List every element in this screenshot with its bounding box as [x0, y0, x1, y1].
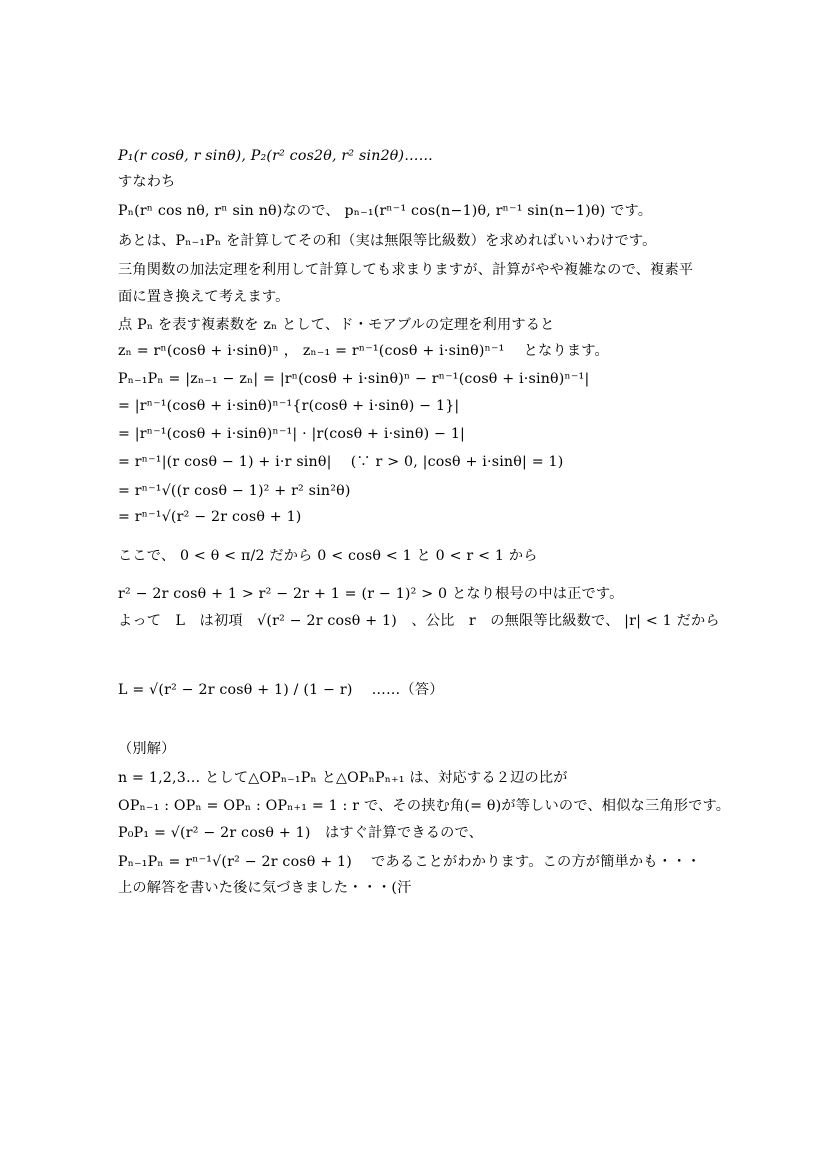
text-line-15: ここで、 0 < θ < π/2 だから 0 < cosθ < 1 と 0 < r < 1 から [118, 548, 538, 564]
text-line-11: = |rⁿ⁻¹(cosθ + i·sinθ)ⁿ⁻¹| · |r(cosθ + i·sinθ) − 1| [118, 426, 466, 442]
text-line-22: P₀P₁ = √(r² − 2r cosθ + 1) はすぐ計算できるので、 [118, 825, 483, 841]
text-line-13: = rⁿ⁻¹√((r cosθ − 1)² + r² sin²θ) [118, 483, 351, 499]
text-line-24: 上の解答を書いた後に気づきました・・・(汗 [118, 880, 412, 896]
text-line-1: P₁(r cosθ, r sinθ), P₂(r² cos2θ, r² sin2θ)…… [118, 148, 434, 164]
text-line-9: Pₙ₋₁Pₙ = |zₙ₋₁ − zₙ| = |rⁿ(cosθ + i·sinθ)ⁿ − rⁿ⁻¹(cosθ + i·sinθ)ⁿ⁻¹| [118, 371, 590, 387]
text-line-2: すなわち [118, 174, 176, 190]
text-line-21: OPₙ₋₁ : OPₙ = OPₙ : OPₙ₊₁ = 1 : r で、その挟む角(= θ)が等しいので、相似な三角形です。 [118, 798, 731, 814]
text-line-18: L = √(r² − 2r cosθ + 1) / (1 − r) ……（答） [118, 682, 444, 698]
text-line-14: = rⁿ⁻¹√(r² − 2r cosθ + 1) [118, 509, 302, 525]
text-line-3: Pₙ(rⁿ cos nθ, rⁿ sin nθ)なので、 pₙ₋₁(rⁿ⁻¹ cos(n−1)θ, rⁿ⁻¹ sin(n−1)θ) です。 [118, 203, 653, 219]
text-line-17: よって L は初項 √(r² − 2r cosθ + 1) 、公比 r の無限等比級数で、 |r| < 1 だから [118, 613, 720, 629]
text-line-20: n = 1,2,3… として△OPₙ₋₁Pₙ と△OPₙPₙ₊₁ は、対応する２辺の比が [118, 770, 568, 786]
text-line-5: 三角関数の加法定理を利用して計算しても求まりますが、計算がやや複雑なので、複素平 [118, 262, 694, 278]
text-line-19: （別解） [118, 741, 176, 757]
text-line-8: zₙ = rⁿ(cosθ + i·sinθ)ⁿ ， zₙ₋₁ = rⁿ⁻¹(cosθ + i·sinθ)ⁿ⁻¹ となります。 [118, 343, 609, 359]
text-line-23: Pₙ₋₁Pₙ = rⁿ⁻¹√(r² − 2r cosθ + 1) であることがわかります。この方が簡単かも・・・ [118, 854, 701, 870]
text-line-6: 面に置き換えて考えます。 [118, 289, 290, 305]
text-line-4: あとは、Pₙ₋₁Pₙ を計算してその和（実は無限等比級数）を求めればいいわけです。 [118, 233, 657, 249]
text-line-10: = |rⁿ⁻¹(cosθ + i·sinθ)ⁿ⁻¹{r(cosθ + i·sinθ) − 1}| [118, 398, 460, 414]
text-line-16: r² − 2r cosθ + 1 > r² − 2r + 1 = (r − 1)² > 0 となり根号の中は正です。 [118, 586, 624, 602]
text-line-7: 点 Pₙ を表す複素数を zₙ として、ド・モアブルの定理を利用すると [118, 317, 555, 333]
text-line-12: = rⁿ⁻¹|(r cosθ − 1) + i·r sinθ| (∵ r > 0, |cosθ + i·sinθ| = 1) [118, 454, 564, 470]
